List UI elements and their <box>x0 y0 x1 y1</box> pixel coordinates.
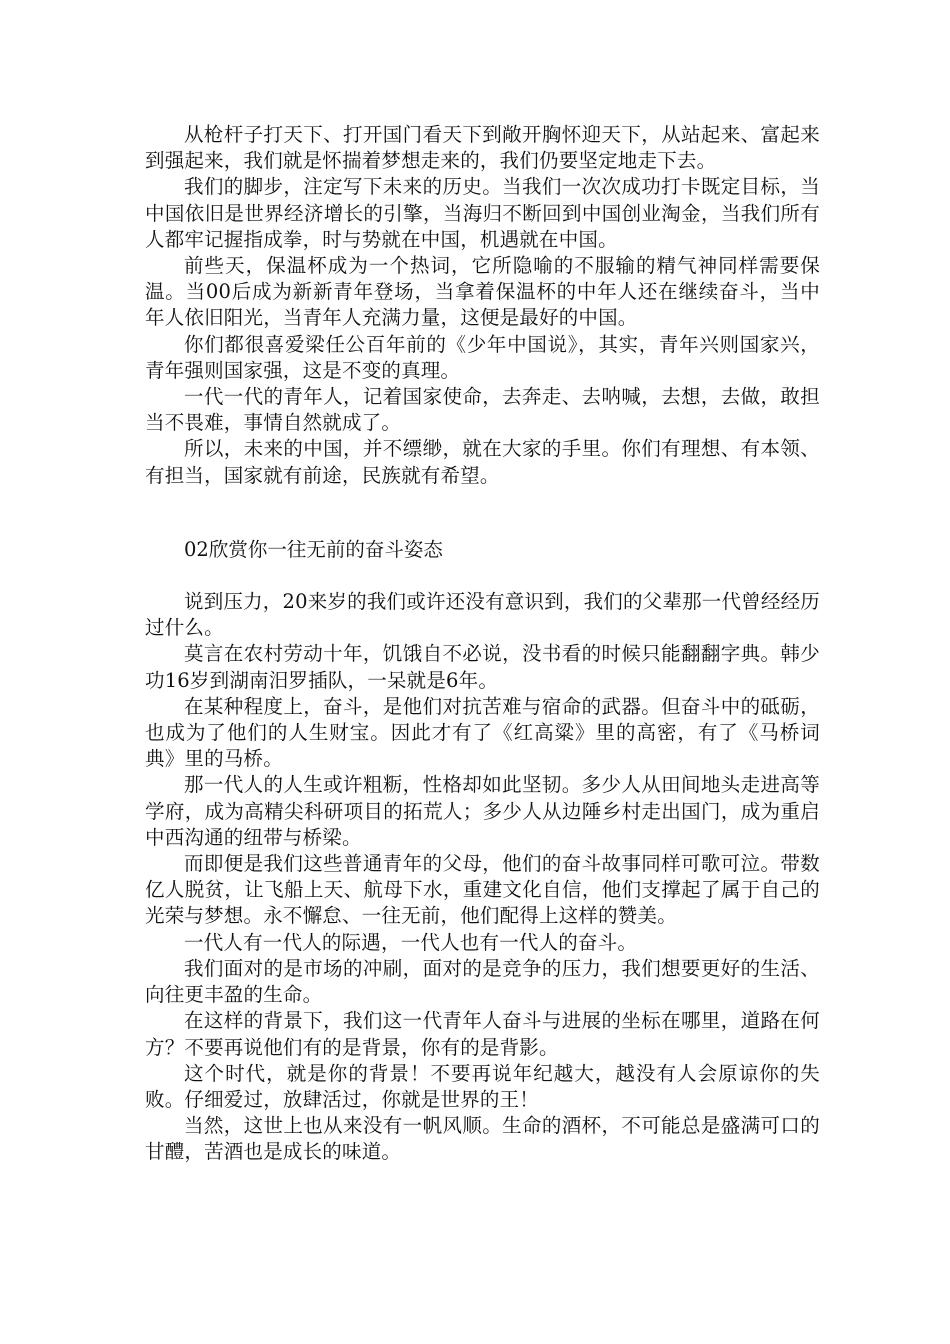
paragraph: 在某种程度上，奋斗，是他们对抗苦难与宿命的武器。但奋斗中的砥砺，也成为了他们的人生财宝。因此才有了《红高粱》里的高密，有了《马桥词典》里的马桥。 <box>145 694 820 771</box>
paragraph: 说到压力，20来岁的我们或许还没有意识到，我们的父辈那一代曾经经历过什么。 <box>145 590 820 640</box>
section-2 <box>145 589 820 1165</box>
paragraph: 一代一代的青年人，记着国家使命，去奔走、去呐喊，去想，去做，敢担当不畏难，事情自然就成了。 <box>145 385 820 435</box>
paragraph: 所以，未来的中国，并不缥缈，就在大家的手里。你们有理想、有本领、有担当，国家就有前途，民族就有希望。 <box>145 437 820 487</box>
paragraph: 从枪杆子打天下、打开国门看天下到敞开胸怀迎天下，从站起来、富起来到强起来，我们就是怀揣着梦想走来的，我们仍要坚定地走下去。 <box>145 123 820 173</box>
paragraph: 当然，这世上也从来没有一帆风顺。生命的酒杯，不可能总是盛满可口的甘醴，苦酒也是成长的味道。 <box>145 1114 820 1164</box>
paragraph: 前些天，保温杯成为一个热词，它所隐喻的不服输的精气神同样需要保温。当00后成为新新青年登场，当拿着保温杯的中年人还在继续奋斗，当中年人依旧阳光，当青年人充满力量，这便是最好的中国。 <box>145 254 820 330</box>
paragraph: 一代人有一代人的际遇，一代人也有一代人的奋斗。 <box>184 930 638 954</box>
paragraph: 这个时代，就是你的背景！不要再说年纪越大，越没有人会原谅你的失败。仔细爱过，放肆活过，你就是世界的王！ <box>145 1061 820 1111</box>
paragraph: 在这样的背景下，我们这一代青年人奋斗与进展的坐标在哪里，道路在何方？不要再说他们有的是背景，你有的是背影。 <box>145 1009 820 1059</box>
paragraph: 那一代人的人生或许粗粝，性格却如此坚韧。多少人从田间地头走进高等学府，成为高精尖科研项目的拓荒人；多少人从边陲乡村走出国门，成为重启中西沟通的纽带与桥梁。 <box>145 773 820 849</box>
paragraph: 而即便是我们这些普通青年的父母，他们的奋斗故事同样可歌可泣。带数亿人脱贫，让飞船上天、航母下水，重建文化自信，他们支撑起了属于自己的光荣与梦想。永不懈怠、一往无前，他们配得上这样的赞美。 <box>145 852 820 928</box>
section-heading: 02欣赏你一往无前的奋斗姿态 <box>184 537 443 561</box>
section-1 <box>145 122 820 489</box>
paragraph: 你们都很喜爱梁任公百年前的《少年中国说》，其实，青年兴则国家兴，青年强则国家强，这是不变的真理。 <box>145 332 820 382</box>
document-body <box>145 122 820 1166</box>
paragraph: 我们面对的是市场的冲刷，面对的是竞争的压力，我们想要更好的生活、向往更丰盈的生命。 <box>145 956 820 1007</box>
paragraph: 莫言在农村劳动十年，饥饿自不必说，没书看的时候只能翻翻字典。韩少功16岁到湖南汨罗插队，一呆就是6年。 <box>145 642 820 692</box>
paragraph: 我们的脚步，注定写下未来的历史。当我们一次次成功打卡既定目标，当中国依旧是世界经济增长的引擎，当海归不断回到中国创业淘金，当我们所有人都牢记握指成拳，时与势就在中国，机遇就在中国。 <box>145 175 820 251</box>
